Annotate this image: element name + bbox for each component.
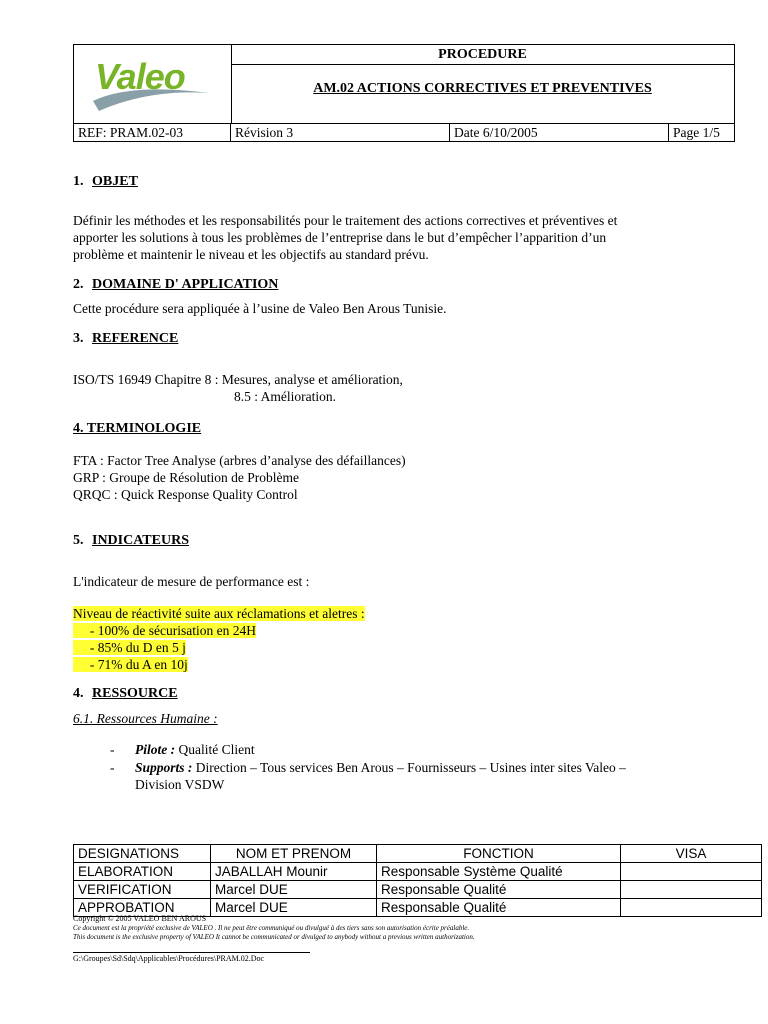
table-row: APPROBATION Marcel DUE Responsable Qualité bbox=[74, 899, 762, 917]
col-visa: VISA bbox=[621, 845, 762, 863]
indicateurs-intro: L'indicateur de mesure de performance est : bbox=[73, 574, 310, 589]
heading-indicateurs: 5. INDICATEURS bbox=[73, 533, 189, 548]
col-nom-prenom: NOM ET PRENOM bbox=[211, 845, 377, 863]
indicateur-item: - 71% du A en 10j bbox=[73, 656, 188, 673]
footer-file-path: G:\Groupes\Sd\Sdq\Applicables\Procédures\PRAM.02.Doc bbox=[73, 954, 265, 963]
footer-copyright: Copyright © 2005 VALEO BEN AROUS bbox=[73, 914, 207, 923]
valeo-logo bbox=[89, 53, 214, 115]
ressource-subheading: 6.1. Ressources Humaine : bbox=[73, 711, 218, 726]
col-fonction: FONCTION bbox=[377, 845, 621, 863]
term-grp: GRP : Groupe de Résolution de Problème bbox=[73, 470, 299, 485]
col-designations: DESIGNATIONS bbox=[74, 845, 211, 863]
indicateur-item: - 85% du D en 5 j bbox=[73, 639, 186, 656]
table-row: VERIFICATION Marcel DUE Responsable Qualité bbox=[74, 881, 762, 899]
table-header-row bbox=[74, 845, 762, 863]
table-row: ELABORATION JABALLAH Mounir Responsable Système Qualité bbox=[74, 863, 762, 881]
supports-line-2: Division VSDW bbox=[135, 777, 225, 792]
indicateur-item: - 100% de sécurisation en 24H bbox=[73, 622, 256, 639]
reference-line-2: 8.5 : Amélioration. bbox=[234, 389, 336, 404]
signatures-table bbox=[73, 844, 762, 917]
procedure-label: PROCEDURE bbox=[231, 45, 734, 65]
logo-cell bbox=[74, 45, 232, 123]
page-cell: Page 1/5 bbox=[673, 125, 720, 140]
domaine-text: Cette procédure sera appliquée à l’usine de Valeo Ben Arous Tunisie. bbox=[73, 301, 447, 316]
heading-objet: 1. OBJET bbox=[73, 174, 138, 189]
ref-cell: REF: PRAM.02-03 bbox=[74, 124, 231, 142]
footer-divider bbox=[73, 952, 310, 953]
footer-fr-notice: Ce document est la propriété exclusive de VALEO . Il ne peut être communiqué ou divulgué à des tiers sans son autorisation écrite préalable. bbox=[73, 924, 470, 932]
date-cell: Date 6/10/2005 bbox=[450, 124, 669, 142]
document-title: AM.02 ACTIONS CORRECTIVES ET PREVENTIVES bbox=[313, 81, 652, 96]
revision-cell: Révision 3 bbox=[231, 124, 450, 142]
heading-domaine: 2. DOMAINE D' APPLICATION bbox=[73, 277, 279, 292]
objet-line-3: problème et maintenir le niveau et les objectifs au standard prévu. bbox=[73, 247, 429, 262]
header-meta-row bbox=[74, 123, 734, 142]
reference-line-1: ISO/TS 16949 Chapitre 8 : Mesures, analyse et amélioration, bbox=[73, 372, 403, 387]
footer-en-notice: This document is the exclusive property of VALEO It cannot be communicated or divulged to anybody without a previous written authorization. bbox=[73, 933, 475, 941]
objet-line-2: apporter les solutions à tous les problèmes de l’entreprise dans le but d’empêcher l’apparition d’un bbox=[73, 230, 607, 245]
term-qrqc: QRQC : Quick Response Quality Control bbox=[73, 487, 298, 502]
objet-line-1: Définir les méthodes et les responsabilités pour le traitement des actions correctives et préventives et bbox=[73, 213, 618, 228]
svg-text:Valeo: Valeo bbox=[95, 56, 185, 97]
heading-reference: 3. REFERENCE bbox=[73, 331, 179, 346]
supports-line: Supports : Direction – Tous services Ben Arous – Fournisseurs – Usines inter sites Valeo – bbox=[135, 760, 626, 775]
pilote-line: Pilote : Qualité Client bbox=[135, 742, 255, 757]
heading-terminologie: 4. TERMINOLOGIE bbox=[73, 421, 202, 436]
heading-ressource: 4. RESSOURCE bbox=[73, 686, 178, 701]
indicateurs-highlight-title: Niveau de réactivité suite aux réclamations et aletres : bbox=[73, 606, 365, 621]
document-header bbox=[73, 44, 735, 142]
bullet: - bbox=[110, 742, 115, 757]
bullet: - bbox=[110, 760, 115, 775]
term-fta: FTA : Factor Tree Analyse (arbres d’analyse des défaillances) bbox=[73, 453, 406, 468]
